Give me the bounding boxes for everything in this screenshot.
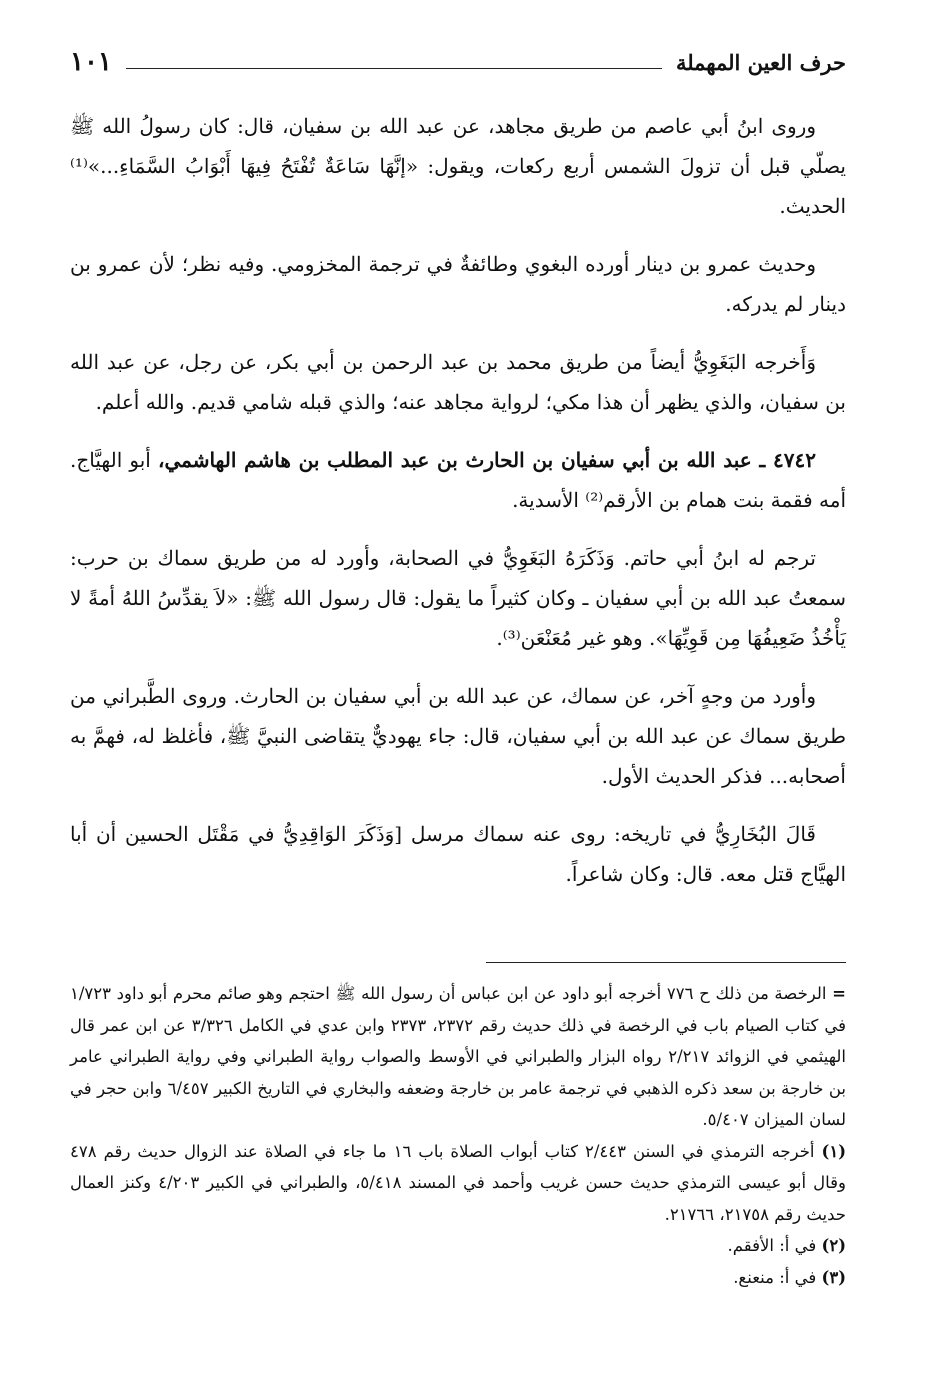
footnote-marker: (٣) [821,1267,846,1287]
footnote [70,1230,846,1262]
footnote-marker: = [832,984,846,1003]
footnotes [70,978,846,1293]
footnote-text: في أ: منعنع. [733,1267,817,1287]
footnote-marker: (١) [821,1141,846,1161]
running-title: حرف العين المهملة [675,49,846,75]
footnote-text: أخرجه الترمذي في السنن ٢/٤٤٣ كتاب أبواب الصلاة باب ١٦ ما جاء في الصلاة عند الزوال حديث رقم ٤٧٨ وقال أبو عيسى الترمذي حديث حسن غريب وأحمد في المسند ٥/٤١٨، والطبراني في الكبير ٤/٢٠٣ وكنز العمال حديث رقم ٢١٧٥٨، ٢١٧٦٦. [70,1141,846,1224]
entry-text: أبو الهيَّاج. أمه فقمة بنت همام بن الأرقم⁽²⁾ الأسدية. [70,448,846,512]
entry-heading: ٤٧٤٢ ـ عبد الله بن أبي سفيان بن الحارث بن عبد المطلب بن هاشم الهاشمي، [158,448,817,472]
paragraph: وأورد من وجهٍ آخر، عن سماك، عن عبد الله بن أبي سفيان بن الحارث. وروى الطَّبراني من طريق سماك عن عبد الله بن أبي سفيان، قال: جاء يهوديٌّ يتقاضى النبيَّ ﷺ، فأغلظ له، فهمَّ به أصحابه... فذكر الحديث الأول. [70,684,846,788]
footnote-text: في أ: الأفقم. [727,1236,817,1255]
footnote [70,1262,846,1294]
header-rule [126,68,662,69]
footnote-text: الرخصة من ذلك ح ٧٧٦ أخرجه أبو داود عن ابن عباس أن رسول الله ﷺ احتجم وهو صائم محرم أبو داود ١/٧٢٣ في كتاب الصيام باب في الرخصة في ذلك حديث رقم ٢٣٧٢، ٢٣٧٣ وابن عدي في الكامل ٣/٣٢٦ عن ابن عمر قال الهيثمي في الزوائد ٢/٢١٧ رواه البزار والطبراني في الأوسط والصواب رواية الطبراني وفي رواية الطبراني عامر بن خارجة بن سعد ذكره الذهبي في ترجمة عامر بن خارجة وضعفه والبخاري في التاريخ الكبير ٦/٤٥٧ وابن حجر في لسان الميزان ٥/٤٠٧. [70,984,846,1129]
main-text [70,106,846,894]
paragraph: ترجم له ابنُ أبي حاتم. وَذَكَرَهُ البَغَوِيُّ في الصحابة، وأورد له من طريق سماك بن حرب: سمعتُ عبد الله بن أبي سفيان ـ وكان كثيراً ما يقول: قال رسول الله ﷺ: «لاَ يقدِّسُ اللهُ أمةً لا يَأْخُذُ ضَعِيفُهَا مِن قَوِيِّهَا». وهو غير مُعَنْعَن⁽³⁾. [70,546,847,650]
book-page [70,40,846,1360]
paragraph: وَأَخرجه البَغَوِيُّ أيضاً من طريق محمد بن عبد الرحمن بن أبي بكر، عن رجل، عن عبد الله بن سفيان، والذي يظهر أن هذا مكي؛ لرواية مجاهد عنه؛ والذي قبله شامي قديم. والله أعلم. [70,350,846,414]
paragraph: قَالَ البُخَارِيُّ في تاريخه: روى عنه سماك مرسل [وَذَكَرَ الوَاقِدِيُّ في مَقْتَل الحسين أن أبا الهيَّاج قتل معه. قال: وكان شاعراً. [70,822,846,886]
footnote-marker: (٢) [821,1236,846,1255]
footnote-divider [486,962,846,963]
paragraph: وحديث عمرو بن دينار أورده البغوي وطائفةٌ في ترجمة المخزومي. وفيه نظر؛ لأن عمرو بن دينار لم يدركه. [70,252,846,316]
footnote [70,978,846,1136]
paragraph: وروى ابنُ أبي عاصم من طريق مجاهد، عن عبد الله بن سفيان، قال: كان رسولُ الله ﷺ يصلّي قبل أن تزولَ الشمس أربع ركعات، ويقول: «إنَّهَا سَاعَةٌ تُفْتَحُ فِيهَا أَبْوَابُ السَّمَاءِ...»⁽¹⁾ الحديث. [70,114,846,218]
footnote [70,1136,846,1231]
biography-entry [70,440,846,520]
page-number: ١٠١ [70,47,112,77]
running-head [70,40,846,84]
